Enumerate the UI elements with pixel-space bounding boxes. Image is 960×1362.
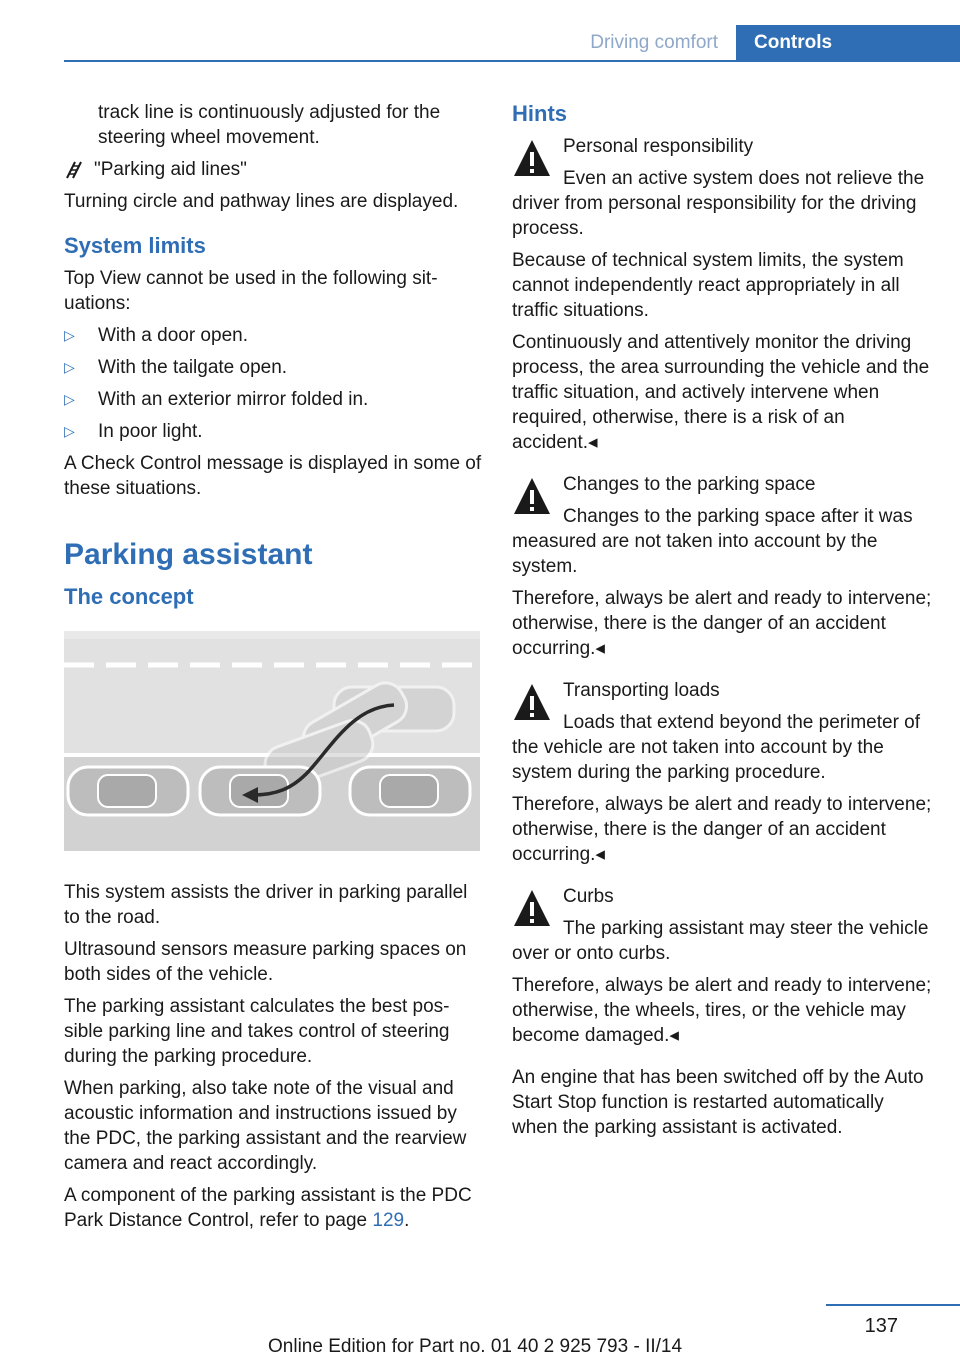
page-number: 137 bbox=[864, 1315, 898, 1337]
concept-p5-text: A component of the parking assistant is the PDC Park Distance Control, refer to page bbox=[64, 1185, 472, 1231]
warning-followup: Therefore, always be alert and ready to intervene; otherwise, the wheels, tires, or the vehicle may become damaged.◂ bbox=[512, 975, 932, 1046]
parked-car-left bbox=[68, 767, 188, 815]
limits-list bbox=[64, 323, 482, 444]
list-item bbox=[64, 387, 482, 412]
track-line-text: track line is continuously adjusted for the steering wheel movement. bbox=[98, 102, 441, 148]
edition-text: Online Edition for Part no. 01 40 2 925 793 - II/14 bbox=[268, 1336, 683, 1357]
list-item-text: With a door open. bbox=[98, 325, 248, 346]
warning-curbs bbox=[512, 884, 932, 966]
hints-p3: Continuously and attentively monitor the driving process, the area surrounding the vehicle and the traffic situation, and actively intervene when required, otherwise, there is a risk of an accident.◂ bbox=[512, 332, 930, 453]
hints-heading: Hints bbox=[512, 101, 567, 126]
list-item-text: In poor light. bbox=[98, 421, 203, 442]
aid-lines-row bbox=[64, 157, 482, 182]
parking-illustration bbox=[64, 631, 480, 851]
footer-rule bbox=[826, 1304, 960, 1306]
list-item bbox=[64, 419, 482, 444]
warning-triangle-icon bbox=[512, 886, 552, 930]
warning-body: Changes to the parking space after it was measured are not taken into account by the system. bbox=[512, 506, 913, 577]
warning-triangle-icon bbox=[512, 474, 552, 518]
hints-p2: Because of technical system limits, the system cannot independently react appropriately in all traffic situations. bbox=[512, 250, 904, 321]
warning-personal-responsibility bbox=[512, 134, 932, 241]
parked-car-right bbox=[350, 767, 470, 815]
warning-parking-space-changes bbox=[512, 472, 932, 579]
parking-assistant-heading: Parking assistant bbox=[64, 538, 313, 571]
header-rule bbox=[64, 60, 960, 62]
warning-triangle-icon bbox=[512, 680, 552, 724]
warning-title: Curbs bbox=[563, 886, 614, 907]
left-column bbox=[64, 100, 482, 1240]
concept-p1: This system assists the driver in parking parallel to the road. bbox=[64, 882, 468, 928]
header-section-tab[interactable]: Driving comfort bbox=[590, 32, 718, 53]
list-item-text: With the tailgate open. bbox=[98, 357, 288, 378]
warning-body: Even an active system does not relieve the driver from personal responsibility for the driving process. bbox=[512, 168, 925, 239]
parking-car-center bbox=[200, 767, 320, 815]
warning-title: Changes to the parking space bbox=[563, 474, 816, 495]
triangle-bullet-icon: ▷ bbox=[64, 359, 75, 375]
system-limits-heading: System limits bbox=[64, 233, 206, 258]
top-view-text: Top View cannot be used in the following situations: bbox=[64, 268, 438, 314]
auto-start-stop-text: An engine that has been switched off by the Auto Start Stop function is restarted automatically when the parking assistant is activated. bbox=[512, 1067, 924, 1138]
warning-followup: Therefore, always be alert and ready to intervene; otherwise, there is the danger of an accident occurring.◂ bbox=[512, 794, 932, 865]
list-item bbox=[64, 355, 482, 380]
concept-p2: Ultrasound sensors measure parking spaces on both sides of the vehicle. bbox=[64, 939, 467, 985]
warning-transporting-loads bbox=[512, 678, 932, 785]
concept-p4: When parking, also take note of the visual and acoustic information and instructions issued by the PDC, the parking assistant and the rearview camera and react accordingly. bbox=[64, 1078, 467, 1174]
list-item bbox=[64, 323, 482, 348]
page-ref-link[interactable]: 129 bbox=[372, 1210, 405, 1231]
warning-title: Transporting loads bbox=[563, 680, 720, 701]
page-header bbox=[0, 25, 960, 61]
check-control-text: A Check Control message is displayed in some of these situations. bbox=[64, 453, 482, 499]
warning-followup: Therefore, always be alert and ready to intervene; otherwise, there is the danger of an accident occurring.◂ bbox=[512, 588, 932, 659]
header-chapter-tab[interactable]: Controls bbox=[736, 25, 960, 61]
concept-p3: The parking assistant calculates the best possible parking line and takes control of steering during the parking procedure. bbox=[64, 996, 450, 1067]
warning-triangle-icon bbox=[512, 136, 552, 180]
triangle-bullet-icon: ▷ bbox=[64, 423, 75, 439]
concept-p5-end: . bbox=[404, 1210, 410, 1231]
right-column bbox=[512, 100, 932, 1147]
triangle-bullet-icon: ▷ bbox=[64, 327, 75, 343]
warning-body: The parking assistant may steer the vehicle over or onto curbs. bbox=[512, 918, 929, 964]
turning-circle-text: Turning circle and pathway lines are displayed. bbox=[64, 191, 459, 212]
parking-aid-lines-icon bbox=[64, 160, 86, 180]
concept-p5 bbox=[64, 1183, 482, 1233]
warning-title: Personal responsibility bbox=[563, 136, 754, 157]
triangle-bullet-icon: ▷ bbox=[64, 391, 75, 407]
aid-lines-label: "Parking aid lines" bbox=[94, 159, 247, 180]
list-item-text: With an exterior mirror folded in. bbox=[98, 389, 369, 410]
concept-heading: The concept bbox=[64, 584, 194, 609]
warning-body: Loads that extend beyond the perimeter of the vehicle are not taken into account by the system during the parking procedure. bbox=[512, 712, 921, 783]
